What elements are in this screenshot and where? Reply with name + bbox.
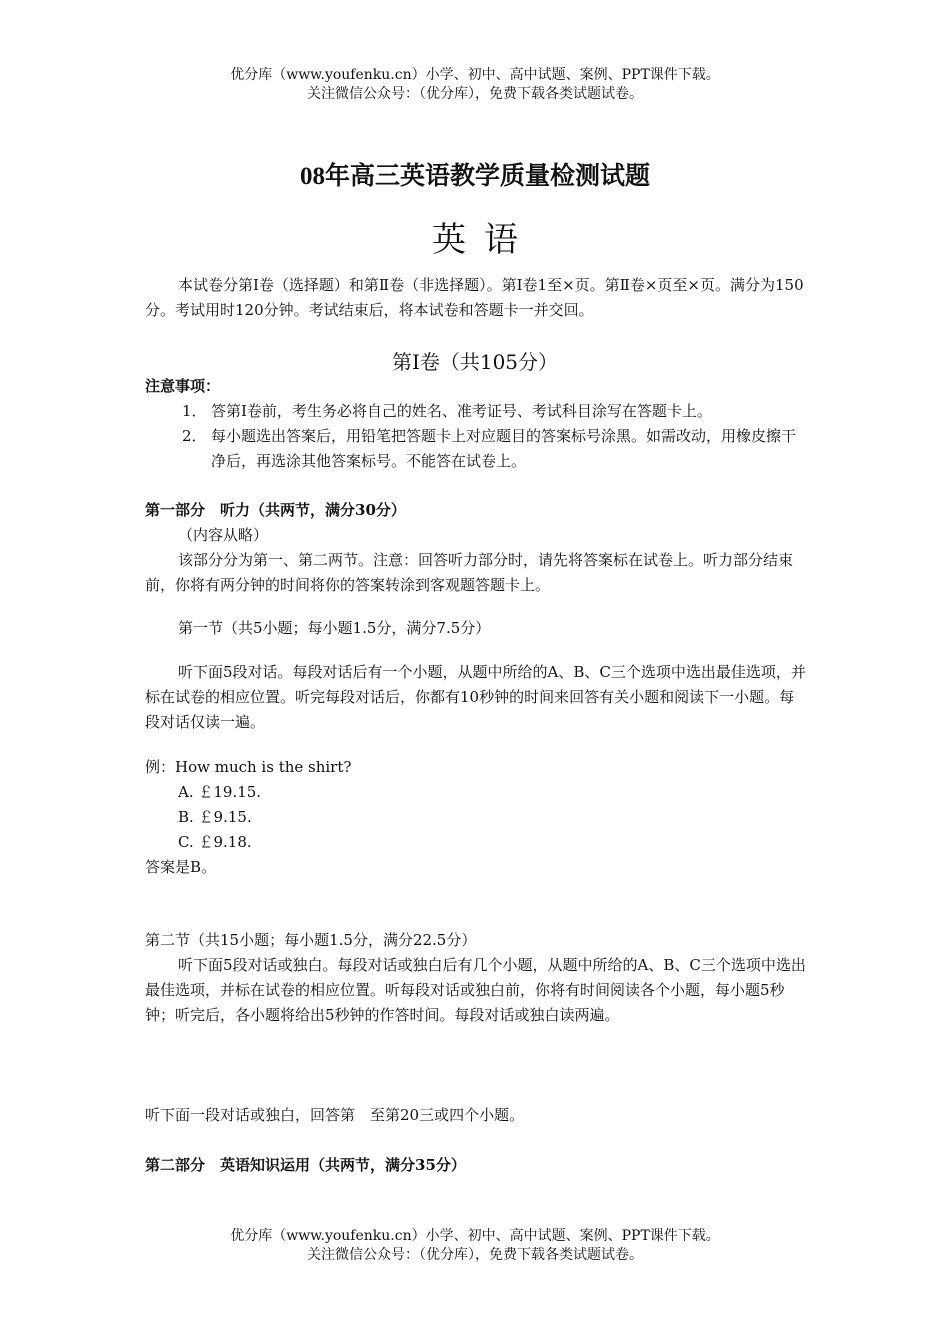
section-1-heading: 第一节（共5小题；每小题1.5分，满分7.5分） [178, 619, 491, 637]
part-2-heading: 第二部分 英语知识运用（共两节，满分35分） [145, 1156, 466, 1174]
note-number: 1． [182, 402, 207, 420]
title-year: 08 [299, 163, 325, 190]
title-text: 年高三英语教学质量检测试题 [324, 161, 650, 190]
example-block [145, 755, 807, 880]
intro-paragraph: 本试卷分第Ⅰ卷（选择题）和第Ⅱ卷（非选择题）。第Ⅰ卷1至×页。第Ⅱ卷×页至×页。满分为150分。考试用时120分钟。考试结束后，将本试卷和答题卡一并交回。 [145, 276, 804, 319]
note-item [145, 399, 807, 424]
part-1-omitted-note: （内容从略） [178, 526, 269, 544]
section-1-instructions: 听下面5段对话。每段对话后有一个小题，从题中所给的A、B、C三个选项中选出最佳选项，并标在试卷的相应位置。听完每段对话后，你都有10秒钟的时间来回答有关小题和阅读下一小题。每段对话仅读一遍。 [145, 663, 806, 731]
example-option-b: B. ￡9.15. [178, 808, 252, 826]
footer-line-1: 优分库（www.youfenku.cn）小学、初中、高中试题、案例、PPT课件下载。 [230, 1228, 720, 1244]
example-option-a: A. ￡19.15. [178, 783, 262, 801]
example-option-c: C. ￡9.18. [178, 833, 252, 851]
note-number: 2． [182, 427, 207, 445]
listen-instruction: 听下面一段对话或独白，回答第 至第20三或四个小题。 [145, 1106, 525, 1124]
header-line-1: 优分库（www.youfenku.cn）小学、初中、高中试题、案例、PPT课件下载。 [230, 67, 720, 83]
section-2 [145, 928, 807, 1028]
part-1 [145, 498, 807, 598]
part-1-heading: 第一部分 听力（共两节，满分30分） [145, 501, 406, 519]
example-answer: 答案是B。 [145, 858, 217, 876]
note-text: 每小题选出答案后，用铅笔把答题卡上对应题目的答案标号涂黑。如需改动，用橡皮擦干净后，再选涂其他答案标号。不能答在试卷上。 [211, 427, 797, 470]
part-1-description: 该部分分为第一、第二两节。注意：回答听力部分时，请先将答案标在试卷上。听力部分结束前，你将有两分钟的时间将你的答案转涂到客观题答题卡上。 [145, 551, 794, 594]
footer-line-2: 关注微信公众号：（优分库），免费下载各类试题试卷。 [307, 1247, 643, 1263]
section-2-heading: 第二节（共15小题；每小题1.5分，满分22.5分） [145, 931, 477, 949]
volume-1-title: 第Ⅰ卷（共105分） [391, 350, 559, 374]
section-2-instructions: 听下面5段对话或独白。每段对话或独白后有几个小题，从题中所给的A、B、C三个选项中选出最佳选项，并标在试卷的相应位置。听每段对话或独白前，你将有时间阅读各个小题，每小题5秒钟；听完后，各小题将给出5秒钟的作答时间。每段对话或独白读两遍。 [145, 956, 806, 1024]
note-item [145, 424, 807, 474]
header-line-2: 关注微信公众号：（优分库），免费下载各类试题试卷。 [307, 86, 643, 102]
example-prompt: 例：How much is the shirt? [145, 758, 352, 776]
document-title [0, 156, 950, 192]
note-text: 答第Ⅰ卷前，考生务必将自己的姓名、准考证号、考试科目涂写在答题卡上。 [211, 402, 712, 420]
notes-heading: 注意事项： [145, 377, 221, 395]
notes-section [145, 374, 807, 474]
page-footer [0, 1227, 950, 1265]
subject-title: 英语 [432, 220, 536, 260]
page-header [0, 66, 950, 104]
